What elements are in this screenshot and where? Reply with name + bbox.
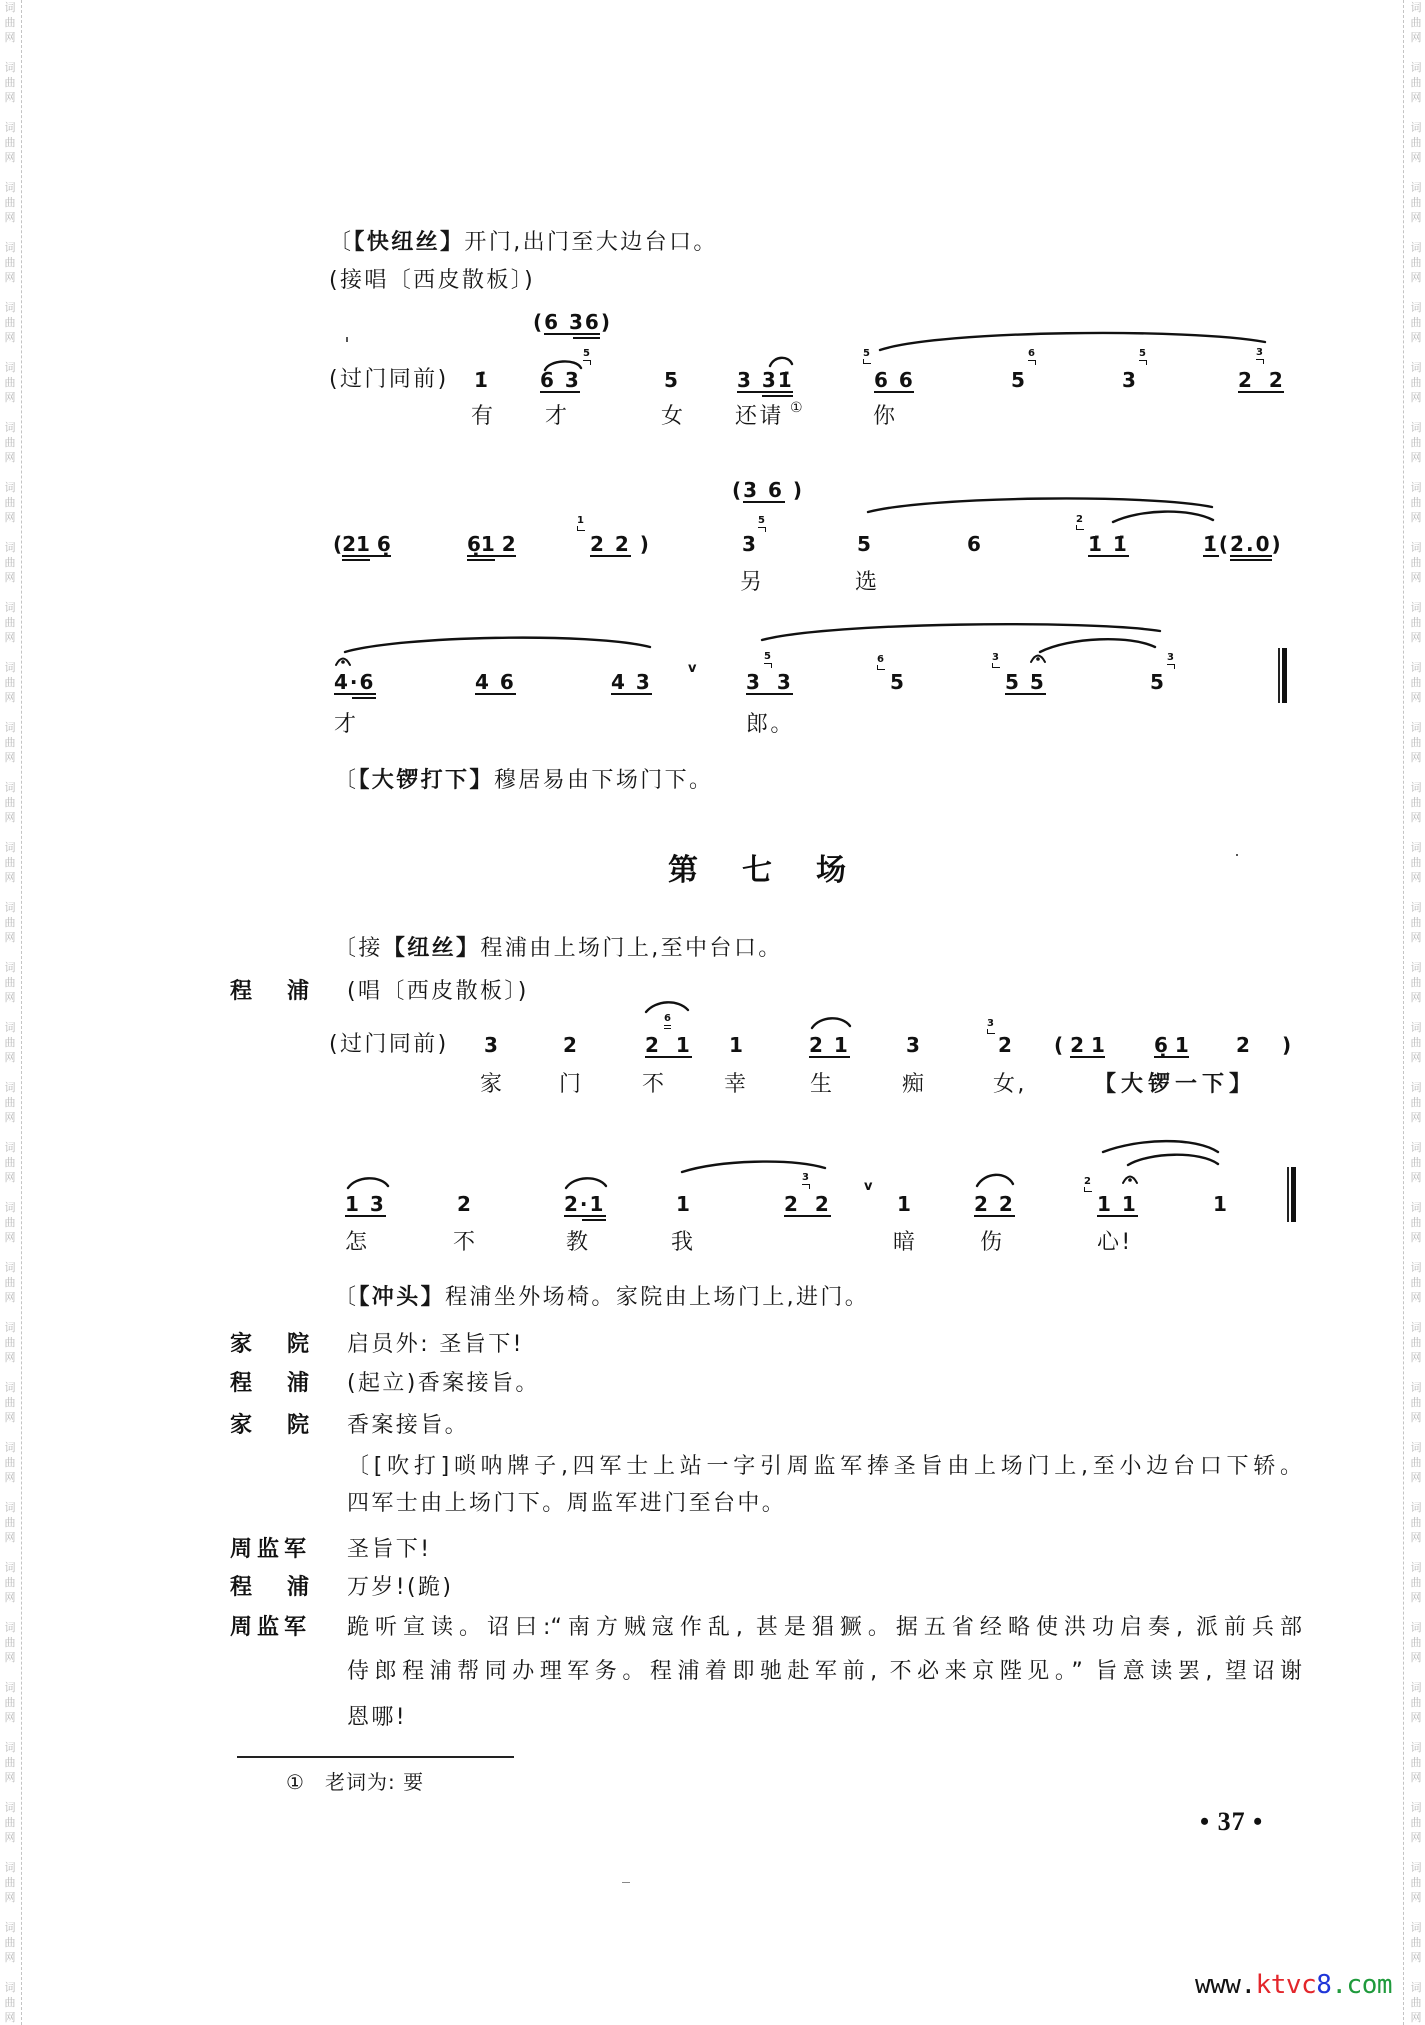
speaker-name: 家院: [230, 1413, 345, 1438]
watermark-text: 词 曲 网: [1410, 1981, 1422, 2024]
fermata-icon: [1031, 656, 1045, 663]
fermata-dot: [1036, 657, 1040, 661]
note: 2: [563, 1033, 579, 1057]
lyric: 你: [873, 404, 898, 429]
note: 5: [1011, 368, 1027, 392]
grace-note: 3: [992, 652, 999, 663]
note: 3: [1122, 368, 1138, 392]
slur: [1103, 1141, 1218, 1152]
note-underline: [582, 1219, 606, 1221]
lyric: 暗: [893, 1230, 918, 1255]
note: 2·1: [564, 1192, 606, 1216]
dialogue-line: 恩哪!: [347, 1705, 408, 1730]
note: 1: [897, 1192, 913, 1216]
watermark-text: 词 曲 网: [4, 721, 16, 764]
note-underline: [342, 559, 370, 561]
watermark-text: 词 曲 网: [1410, 601, 1422, 644]
note: 3 31̇: [737, 368, 794, 392]
note-underline: [737, 391, 793, 393]
watermark-text: 词 曲 网: [1410, 1201, 1422, 1244]
watermark-text: 词 曲 网: [1410, 481, 1422, 524]
watermark-text: 词 曲 网: [4, 781, 16, 824]
lyric: 女,: [993, 1072, 1027, 1097]
note-underline: [1154, 1056, 1189, 1058]
note: 6̣1 2: [467, 532, 516, 556]
note-underline: [467, 555, 516, 557]
note-underline: [342, 555, 391, 557]
watermark-text: 词 曲 网: [4, 1621, 16, 1664]
watermark-text: 词 曲 网: [4, 1081, 16, 1124]
lyric: 才: [334, 712, 359, 737]
note-underline: [1088, 555, 1129, 557]
note: 1: [676, 1192, 692, 1216]
watermark-text: 词 曲 网: [1410, 1081, 1422, 1124]
note: 6: [967, 532, 983, 556]
note-underline: [1230, 555, 1272, 557]
note-underline: [974, 1215, 1015, 1217]
direction-text: 开门,出门至大边台口。: [464, 230, 718, 255]
stage-direction: [334, 937, 783, 961]
watermark-text: 词 曲 网: [4, 481, 16, 524]
lyric: 心!: [1097, 1230, 1133, 1255]
watermark-text: 词 曲 网: [4, 61, 16, 104]
direction-bracket: 〔: [329, 230, 354, 255]
watermark-text: 词 曲 网: [4, 961, 16, 1004]
lyric: 家: [480, 1072, 505, 1097]
note-underline: [1097, 1215, 1138, 1217]
watermark-text: 词 曲 网: [4, 601, 16, 644]
note-underline: [645, 1056, 692, 1058]
direction-bracket: 〔接: [334, 936, 383, 961]
note: 2: [457, 1192, 473, 1216]
direction-bracket: 〔: [334, 768, 359, 793]
lyric: 怎: [345, 1230, 370, 1255]
scan-speck: [1236, 854, 1238, 856]
slur: [1128, 1155, 1218, 1165]
alternate-notes: (3 6 ): [732, 478, 805, 502]
slur: [1113, 512, 1213, 522]
note-underline: [1070, 1056, 1105, 1058]
note-underline: [564, 1215, 606, 1217]
watermark-text: 词 曲 网: [1410, 1501, 1422, 1544]
speaker-name: 周监军: [230, 1615, 312, 1640]
slur: [682, 1162, 825, 1172]
note-underline: [573, 337, 600, 339]
note-underline: [334, 693, 376, 695]
note: 1: [729, 1033, 745, 1057]
watermark-text: 词 曲 网: [1410, 61, 1422, 104]
lyric: 不: [642, 1072, 667, 1097]
note: ): [1282, 1033, 1294, 1057]
watermark-text: 词 曲 网: [4, 421, 16, 464]
note: 2: [1236, 1033, 1252, 1057]
slur: [348, 1178, 388, 1188]
grace-note: 3: [1256, 347, 1263, 358]
interlude-prefix: (过门同前): [329, 1032, 449, 1057]
note: 6 3: [540, 368, 581, 392]
note: 5: [857, 532, 873, 556]
lyric: 选: [855, 570, 880, 595]
footnote-text: 老词为: 要: [325, 1770, 425, 1794]
grace-note: 3: [802, 1172, 809, 1183]
lyric: 痴: [902, 1072, 927, 1097]
slur: [770, 358, 792, 366]
watermark-text: 词 曲 网: [4, 301, 16, 344]
percussion-cue: 【快纽丝】: [353, 230, 465, 255]
note-underline: [1005, 693, 1046, 695]
slur: [646, 1002, 688, 1012]
percussion-cue: 【大锣打下】: [358, 768, 494, 793]
speaker-name: 程浦: [230, 1575, 345, 1600]
note: 2 2 ): [590, 532, 651, 556]
note-underline: [1203, 555, 1219, 557]
breath-mark: v: [864, 1179, 873, 1194]
note: 1̇: [474, 368, 490, 392]
watermark-text: 词 曲 网: [1410, 841, 1422, 884]
note: 6 6: [874, 368, 915, 392]
watermark-text: 词 曲 网: [4, 1561, 16, 1604]
note: 3 3: [746, 670, 793, 694]
watermark-text: 词 曲 网: [1410, 1861, 1422, 1904]
watermark-text: 词 曲 网: [4, 1021, 16, 1064]
watermark-eight: 8: [1316, 1970, 1332, 2000]
watermark-text: 词 曲 网: [1410, 781, 1422, 824]
watermark-text: 词 曲 网: [4, 1921, 16, 1964]
singing-direction: (唱〔西皮散板〕): [347, 979, 529, 1004]
watermark-text: 词 曲 网: [1410, 721, 1422, 764]
watermark-text: 词 曲 网: [1410, 1741, 1422, 1784]
side-watermark-left: [3, 0, 17, 2025]
note: 2 2: [784, 1192, 831, 1216]
note-underline: [590, 555, 631, 557]
note-underline: [352, 697, 376, 699]
note-underline: [762, 395, 793, 397]
note: 6̣ 1: [1154, 1033, 1189, 1057]
watermark-text: 词 曲 网: [1410, 1261, 1422, 1304]
stage-direction: [334, 769, 713, 793]
lyric: 另: [740, 570, 765, 595]
note: 5 5: [1005, 670, 1046, 694]
lyric: 才: [545, 404, 570, 429]
grace-note: 5: [1139, 348, 1146, 359]
watermark-text: 词 曲 网: [4, 1381, 16, 1424]
grace-note: 5: [863, 348, 870, 359]
speaker-name: 周监军: [230, 1537, 312, 1562]
watermark-text: 词 曲 网: [1410, 301, 1422, 344]
footnote-rule: [237, 1756, 514, 1758]
lyric: 还请: [735, 404, 784, 429]
final-double-barline: [1287, 1167, 1296, 1222]
page-number: • 37 •: [1200, 1807, 1264, 1836]
dialogue-line: 圣旨下!: [347, 1537, 432, 1562]
note: 3: [742, 532, 758, 556]
slur: [868, 498, 1212, 512]
note-underline: [544, 333, 600, 335]
watermark-text: 词 曲 网: [4, 1801, 16, 1844]
watermark-text: 词 曲 网: [4, 1201, 16, 1244]
watermark-ktvc: ktvc: [1255, 1970, 1317, 2000]
note: (21 6̣: [333, 532, 391, 556]
speaker-name: 程浦: [230, 1371, 345, 1396]
slur: [566, 1178, 606, 1188]
percussion-cue: 【大锣一下】: [1094, 1072, 1257, 1097]
stage-direction: 四军士由上场门下。周监军进门至台中。: [347, 1491, 787, 1516]
watermark-text: 词 曲 网: [1410, 421, 1422, 464]
grace-note: 6: [877, 654, 884, 665]
note: 2 2: [974, 1192, 1015, 1216]
note-underline: [345, 1215, 386, 1217]
lyric: 有: [471, 404, 496, 429]
note: 1 1: [1097, 1192, 1138, 1216]
lyric: 门: [559, 1072, 584, 1097]
fermata-icon: [1123, 1177, 1137, 1184]
note-underline: [611, 693, 652, 695]
watermark-text: 词 曲 网: [4, 901, 16, 944]
note: 2: [998, 1033, 1014, 1057]
singing-direction: (接唱〔西皮散板〕): [329, 268, 536, 293]
grace-note: 1: [577, 515, 584, 526]
watermark-text: 词 曲 网: [4, 841, 16, 884]
dialogue-line: 侍郎程浦帮同办理军务。程浦着即驰赴军前, 不必来京陛见。” 旨意读罢, 望诏谢: [347, 1659, 1302, 1684]
watermark-com: .com: [1331, 1970, 1393, 2000]
watermark-text: 词 曲 网: [1410, 1321, 1422, 1364]
watermark-text: 词 曲 网: [4, 1861, 16, 1904]
dialogue-line: 启员外: 圣旨下!: [347, 1332, 524, 1357]
watermark-text: 词 曲 网: [1410, 1921, 1422, 1964]
scene-title: 第七场: [668, 853, 890, 888]
speaker-name: 程浦: [230, 979, 345, 1004]
slur: [762, 624, 1160, 640]
watermark-text: 词 曲 网: [1410, 181, 1422, 224]
watermark-text: 词 曲 网: [1410, 901, 1422, 944]
watermark-text: 词 曲 网: [4, 361, 16, 404]
note-underline: [809, 1056, 850, 1058]
fermata-icon: [336, 659, 350, 666]
note: 1̇(2̇.0): [1203, 532, 1283, 556]
watermark-text: 词 曲 网: [4, 1501, 16, 1544]
grace-note: 2: [1076, 514, 1083, 525]
watermark-text: 词 曲 网: [4, 1141, 16, 1184]
watermark-text: 词 曲 网: [4, 1681, 16, 1724]
slur: [977, 1175, 1013, 1186]
watermark-text: 词 曲 网: [4, 181, 16, 224]
direction-bracket: 〔: [334, 1285, 359, 1310]
lyric: 伤: [980, 1230, 1005, 1255]
dialogue-line: 跪听宣读。诏曰:“南方贼寇作乱, 甚是猖獗。据五省经略使洪功启奏, 派前兵部: [347, 1615, 1302, 1640]
note: 1̇ 1̇: [1088, 532, 1129, 556]
watermark-text: 词 曲 网: [1410, 1441, 1422, 1484]
side-watermark-right: [1409, 0, 1423, 2025]
scan-speck: [622, 1882, 630, 1883]
note-underline: [475, 693, 516, 695]
note: 2 1: [645, 1033, 692, 1057]
grace-note: 5: [583, 348, 590, 359]
breath-mark: v: [688, 661, 697, 676]
note: 3: [484, 1033, 500, 1057]
note-underline: [540, 391, 580, 393]
note-underline: [1230, 559, 1272, 561]
percussion-cue: 【冲头】: [358, 1285, 446, 1310]
watermark-text: 词 曲 网: [4, 1, 16, 44]
lyric: 郎。: [746, 712, 795, 737]
lyric: 不: [453, 1230, 478, 1255]
watermark-www: www.: [1195, 1970, 1256, 2000]
watermark-text: 词 曲 网: [4, 121, 16, 164]
final-double-barline: [1278, 648, 1287, 703]
alternate-notes: (6 36): [533, 310, 612, 334]
slur: [880, 333, 1265, 350]
note: 3: [906, 1033, 922, 1057]
watermark-text: 词 曲 网: [1410, 361, 1422, 404]
slur: [812, 1018, 850, 1028]
note-underline: [467, 559, 495, 561]
watermark-text: 词 曲 网: [1410, 1621, 1422, 1664]
grace-note: 5: [758, 515, 765, 526]
watermark-text: 词 曲 网: [1410, 1381, 1422, 1424]
footnote-marker: ①: [286, 1770, 307, 1794]
grace-note: 6: [664, 1013, 671, 1024]
footnote-reference: ①: [790, 400, 803, 416]
watermark-text: 词 曲 网: [4, 1741, 16, 1784]
note-underline: [784, 1215, 831, 1217]
note: 5: [1150, 670, 1166, 694]
watermark-text: 词 曲 网: [1410, 241, 1422, 284]
interlude-prefix: (过门同前): [329, 367, 449, 392]
note: 5: [664, 368, 680, 392]
slur: [1040, 639, 1155, 652]
direction-text: 穆居易由下场门下。: [493, 768, 714, 793]
fermata-dot: [341, 660, 345, 664]
note-underline: [743, 501, 785, 503]
grace-note: 3: [1167, 652, 1174, 663]
watermark-text: 词 曲 网: [1410, 121, 1422, 164]
note: 1: [1213, 1192, 1229, 1216]
watermark-text: 词 曲 网: [4, 541, 16, 584]
stage-direction: 〔[吹打]唢呐牌子,四军士上站一字引周监军捧圣旨由上场门上,至小边台口下轿。: [347, 1454, 1302, 1479]
lyric: 我: [671, 1230, 696, 1255]
note: 4·6: [334, 670, 376, 694]
direction-text: 程浦由上场门上,至中台口。: [480, 936, 783, 961]
stage-direction: [329, 231, 718, 255]
watermark-text: 词 曲 网: [1410, 661, 1422, 704]
dialogue-line: 香案接旨。: [347, 1413, 470, 1438]
note: 2 2: [1238, 368, 1285, 392]
watermark-text: 词 曲 网: [1410, 1, 1422, 44]
grace-note: 6: [1028, 348, 1035, 359]
note: 5: [890, 670, 906, 694]
site-watermark: [1195, 1971, 1392, 1999]
dialogue-line: 万岁!(跪): [347, 1575, 454, 1600]
dialogue-line: (起立)香案接旨。: [347, 1371, 540, 1396]
lyric: 幸: [724, 1072, 749, 1097]
note: 4 6: [475, 670, 516, 694]
percussion-cue: 【纽丝】: [382, 936, 481, 961]
scan-speck: [346, 337, 348, 342]
watermark-text: 词 曲 网: [4, 661, 16, 704]
note: ( 2 1: [1054, 1033, 1105, 1057]
watermark-text: 词 曲 网: [4, 1981, 16, 2024]
watermark-text: 词 曲 网: [4, 1441, 16, 1484]
note-underline: [746, 693, 793, 695]
lyric: 女: [661, 404, 686, 429]
note-underline: [874, 391, 914, 393]
grace-note: 5: [764, 651, 771, 662]
grace-note: 3: [987, 1018, 994, 1029]
watermark-text: 词 曲 网: [4, 1261, 16, 1304]
speaker-name: 家院: [230, 1332, 345, 1357]
direction-text: 程浦坐外场椅。家院由上场门上,进门。: [445, 1285, 870, 1310]
watermark-text: 词 曲 网: [1410, 541, 1422, 584]
grace-note: 2: [1084, 1176, 1091, 1187]
watermark-text: 词 曲 网: [1410, 1561, 1422, 1604]
watermark-text: 词 曲 网: [4, 241, 16, 284]
watermark-text: 词 曲 网: [1410, 1801, 1422, 1844]
margin-dashed-line-left: [21, 0, 22, 2025]
watermark-text: 词 曲 网: [4, 1321, 16, 1364]
margin-dashed-line-right: [1403, 0, 1404, 2025]
lyric: 生: [810, 1072, 835, 1097]
note-underline: [1238, 391, 1284, 393]
watermark-text: 词 曲 网: [1410, 1021, 1422, 1064]
note: 4 3: [611, 670, 652, 694]
watermark-text: 词 曲 网: [1410, 1141, 1422, 1184]
watermark-text: 词 曲 网: [1410, 961, 1422, 1004]
lyric: 教: [566, 1230, 591, 1255]
stage-direction: [334, 1286, 869, 1310]
fermata-dot: [1128, 1178, 1132, 1182]
note: 1 3: [345, 1192, 386, 1216]
slur: [345, 638, 650, 652]
watermark-text: 词 曲 网: [1410, 1681, 1422, 1724]
note: 2 1: [809, 1033, 850, 1057]
